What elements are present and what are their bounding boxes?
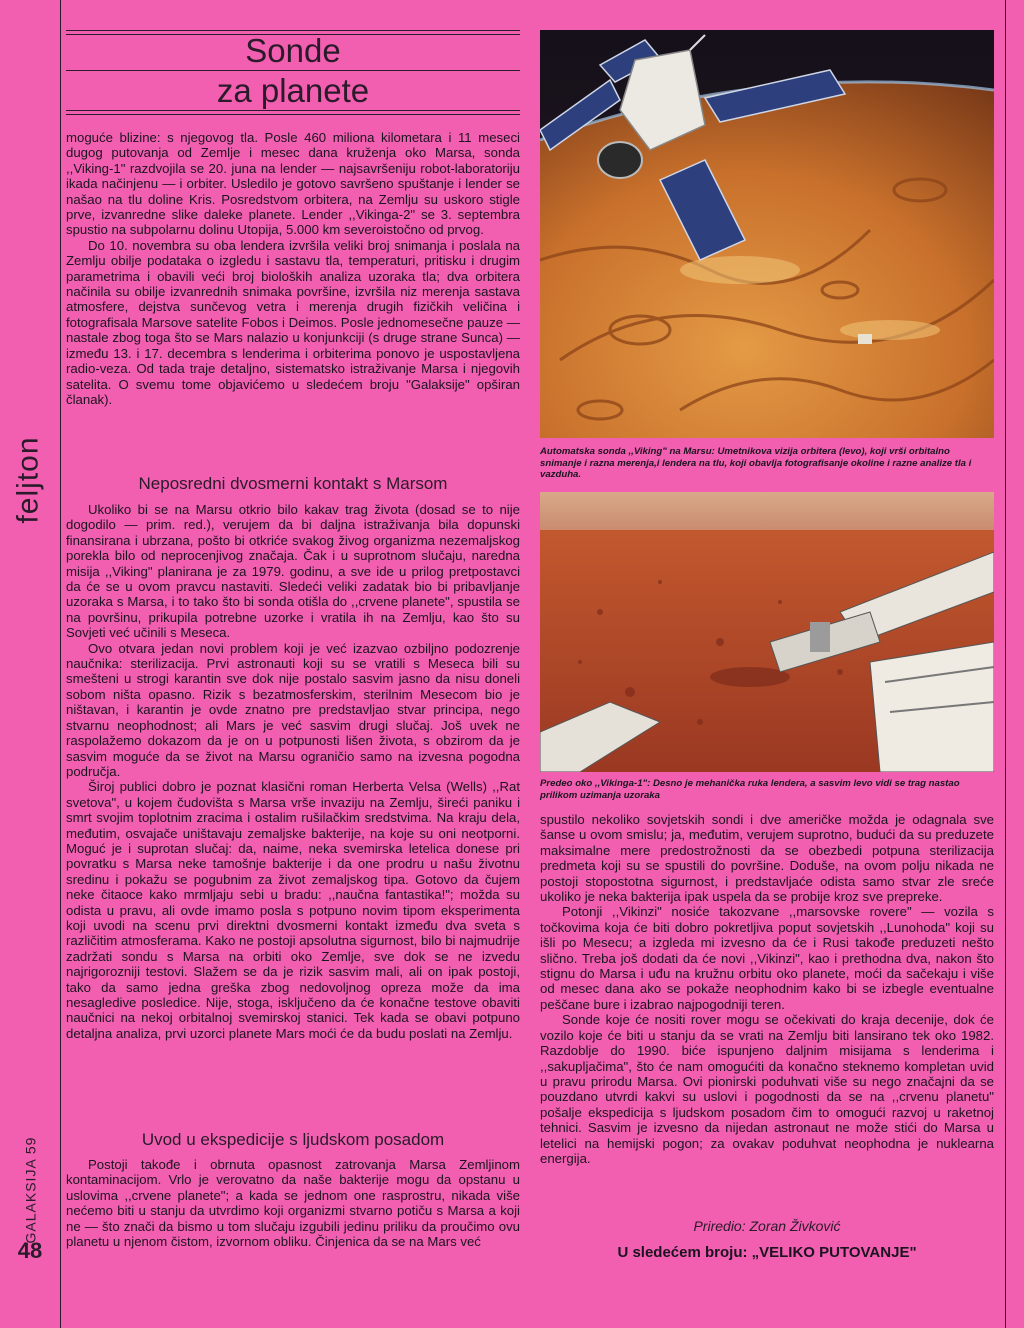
paragraph: Ovo otvara jedan novi problem koji je već izazvao ozbiljno podozrenje naučnika: sterilizacija. Prvi astronauti koji su se vratili s Meseca bili su smešteni u strogi karantin sve dok nije postalo sasvim jasno da nisu doneli sobom ništa opasno. Rizik s bezatmosferskim, sterilnim Mesecom bio je ništavan, i karantin je ovde znatno pre predstavljao stvar principa, nego stvarnu neophodnost; ali Mars je već sasvim drugi slučaj. Još uvek ne raspolažemo dokazom da je on u potpunosti lišen života, s obzirom da je sasvim moguće da se život na Marsu ograničio samo na izvesna pogodna područja. bbox=[66, 640, 520, 779]
section-label bbox=[2, 420, 56, 540]
right-column bbox=[540, 812, 994, 1166]
mars-surface-photo bbox=[540, 492, 994, 772]
orbiter-artwork bbox=[540, 30, 994, 438]
paragraph: Do 10. novembra su oba lendera izvršila veliki broj snimanja i poslala na Zemlju obilje podataka o izgledu i sastavu tla, temperaturi, pritisku i drugim parametrima i obavili veći broj bioloških analiza uzoraka tla; dva orbitera načinila su obilje izvanrednih snimaka površine, izvršila niz merenja sastava atmosfere, dejstva sunčevog vetra i merenja drugih fizičkih veličina i fotografisala Marsove satelite Fobos i Deimos. Posle jednomesečne pauze — nastale zbog toga što se Mars nalazio u konjunkciji (s druge strane Sunca) — između 13. i 17. decembra s lenderima i orbiterima ponovo je uspostavljena radio-veza. Od tada traje detaljno, sistematsko istraživanje Marsa i njegovih satelita. O svemu tome objavićemo u sledećem broju "Galaksije" opširan članak). bbox=[66, 237, 520, 407]
left-column-middle bbox=[66, 502, 520, 1041]
paragraph: Potonji ,,Vikinzi" nosiće takozvane ,,marsovske rovere" — vozila s točkovima koja će biti dobro pokretljiva poput sovjetskih ,,Lunohoda" koji su išli po Mesecu; a izgleda mi izvesno da će i Rusi takođe preduzeti nešto slično. Treba još dodati da će novi ,,Vikinzi", kao i prethodna dva, nakon što stignu do Marsa i uđu na kružnu orbitu oko planete, moći da sačekaju i više od mesec dana ako se pokaže neophodnim kako bi se izbegle eventualne peščane bure i izabrao najpogodniji teren. bbox=[540, 904, 994, 1012]
page-number: 48 bbox=[17, 1238, 43, 1263]
caption-orbiter: Automatska sonda ,,Viking" na Marsu: Umetnikova vizija orbitera (levo), koji vrši orbitalno snimanje i razna merenja,i lendera na tlu, koji obavlja fotografisanje okoline i razne analize tla i vazduha. bbox=[540, 446, 972, 480]
left-column-top bbox=[66, 130, 520, 407]
paragraph: Široj publici dobro je poznat klasični roman Herberta Velsa (Wells) ,,Rat svetova", u kojem čudovišta s Marsa vrše invaziju na Zemlju, šireći paniku i smrt svojim toplotnim zracima i ostalim rušilačkim sredstvima. Na kraju dela, međutim, osvajače uništavaju zemaljske bakterije, na koje su oni neotporni. Moguć je i suprotan slučaj: da, naime, neka svemirska letelica donese pri povratku s Marsa neke tamošnje bakterije i da one prodru u našu životnu sredinu i pokažu se pogubnim za život zemaljskog tipa. Gotovo da čujem neke čitaoce kako mrmljaju sebi u bradu: ,,naučna fantastika!"; možda su odista u pravu, ali ovde imamo posla s potpuno novim tipom eksperimenta koji uvodi na scenu prvi direktni dvosmerni kontakt između dva sveta s različitim atmosferama. Kako ne postoji apsolutna sigurnost, bilo bi najmudrije zadržati sondu s Marsa na orbiti oko Zemlje, sve dok se ne izvedu najrigorozniji testovi. Slažem se da je rizik sasvim mali, ali on ipak postoji, tako da samo jedna greška zbog nedovoljnog opreza može da ima nesagledive posledice. Nije, stoga, isključeno da će konačne testove obaviti naučnici na nekoj orbitalnoj svemirskoj stanici. Tek kada se obavi potpuno detaljna analiza, prvi uzorci planete Mars moći će da budu poslati na Zemlju. bbox=[66, 779, 520, 1041]
subheading-contact: Neposredni dvosmerni kontakt s Marsom bbox=[138, 474, 448, 493]
paragraph: Postoji takođe i obrnuta opasnost zatrovanja Marsa Zemljinom kontaminacijom. Vrlo je verovatno da naše bakterije mogu da opstanu u uslovima ,,crvene planete"; a kada se jednom one rasprostru, nikada više nećemo biti u stanju da utvrdimo koji organizmi stvarno potiču s Marsa a koji ne — što znači da bismo u tom slučaju izgubili jedinu priliku da proučimo ovu planetu u njenom čistom, izvornom obliku. Činjenica da se na Mars već bbox=[66, 1157, 520, 1250]
left-column-rule bbox=[60, 0, 61, 1328]
caption-surface: Predeo oko ,,Vikinga-1": Desno je mehanička ruka lendera, a sasvim levo vidi se trag nastao prilikom uzimanja uzoraka bbox=[540, 778, 960, 801]
next-issue-teaser: U sledećem broju: „VELIKO PUTOVANJE" bbox=[617, 1244, 917, 1261]
paragraph: Ukoliko bi se na Marsu otkrio bilo kakav trag života (dosad se to nije dogodilo — prim. red.), verujem da bi daljna istraživanja bila dopunski finansirana i ubrzana, pošto bi otkriće svakog živog organizma nezemaljskog porekla bilo od neprocenjivog značaja. Čak i u suprotnom slučaju, naredna misija ,,Viking" planirana je za 1979. godinu, a sve ide u prilog pretpostavci da će se u ovom pravcu nastaviti. Sledeći veliki zadatak bio bi pribavljanje uzoraka s Marsa, i to tako što bi sonda otišla do ,,crvene planete", spustila se na površinu, prikupila potrebne uzorke i vratila ih na Zemlju, kao što su Sovjeti već učinili s Meseca. bbox=[66, 502, 520, 641]
title-rule bbox=[66, 30, 520, 31]
paragraph: spustilo nekoliko sovjetskih sondi i dve američke možda je odagnala sve šanse u ovom smislu; ja, međutim, verujem suprotno, budući da su preduzete maksimalne mere predostrožnosti da se obezbedi potpuna sterilizacija predmeta koji su se spustili do površine. Doduše, na ovom polju nikada ne postoji stopostotna sigurnost, i predstavljaće odista samo stvar zle sreće ukoliko je neka bakterija ipak uspela da se probije kroz sve prepreke. bbox=[540, 812, 994, 905]
title-line-2: za planete bbox=[216, 72, 370, 109]
section-label-text: feljton bbox=[12, 436, 45, 524]
right-edge-rule bbox=[1005, 0, 1006, 1328]
author-credit: Priredio: Zoran Živković bbox=[693, 1218, 841, 1234]
magazine-label bbox=[10, 1130, 50, 1250]
article-title bbox=[66, 28, 520, 114]
title-rule bbox=[66, 110, 520, 111]
title-rule bbox=[66, 114, 520, 115]
lander-speck bbox=[858, 334, 872, 344]
paragraph: Sonde koje će nositi rover mogu se očekivati do kraja decenije, dok će vozilo koje će biti u stanju da se vrati na Zemlju biti lansirano tek oko 1982. Razdoblje do 1990. biće ispunjeno daljnim misijama s lenderima i ,,sakupljačima", što će nam omogućiti da konačno steknemo kompletan uvid u pravu prirodu Marsa. Ovi pionirski poduhvati više su nego značajni da se pouzdano utvrdi kakvi su uslovi i pogodnosti da se na ,,crvenu planetu" pošalje ekspedicija s ljudskom posadom čim to omogući razvoj u raketnoj tehnici. Sasvim je izvesno da nijedan astronaut ne može stići do Marsa u letelici na hemijski pogon; za ovakav poduhvat neophodna je nuklearna energija. bbox=[540, 1012, 994, 1166]
left-column-bottom bbox=[66, 1157, 520, 1249]
viking-orbiter-illustration bbox=[540, 30, 994, 438]
paragraph: moguće blizine: s njegovog tla. Posle 460 miliona kilometara i 11 meseci dugog putovanja od Zemlje i mesec dana kruženja oko Marsa, sonda ,,Viking-1" razdvojila se 20. juna na lender — najsavršeniju robot-laboratoriju ikada načinjenu — i orbiter. Usledilo je gotovo savršeno spuštanje i lender se našao na tlu doline Kris. Posredstvom orbitera, na Zemlju su uskoro stigle prve, izvanredne slike daleke planete. Lender ,,Vikinga-2" se 3. septembra spustio na subpolarnu dolinu Utopija, 5.000 km severoistočno od prvog. bbox=[66, 130, 520, 238]
magazine-label-text: GALAKSIJA 59 bbox=[22, 1136, 39, 1244]
title-rule bbox=[66, 70, 520, 71]
surface-artwork bbox=[540, 492, 994, 772]
subheading-expeditions: Uvod u ekspedicije s ljudskom posadom bbox=[141, 1130, 445, 1149]
title-line-1: Sonde bbox=[245, 32, 341, 69]
